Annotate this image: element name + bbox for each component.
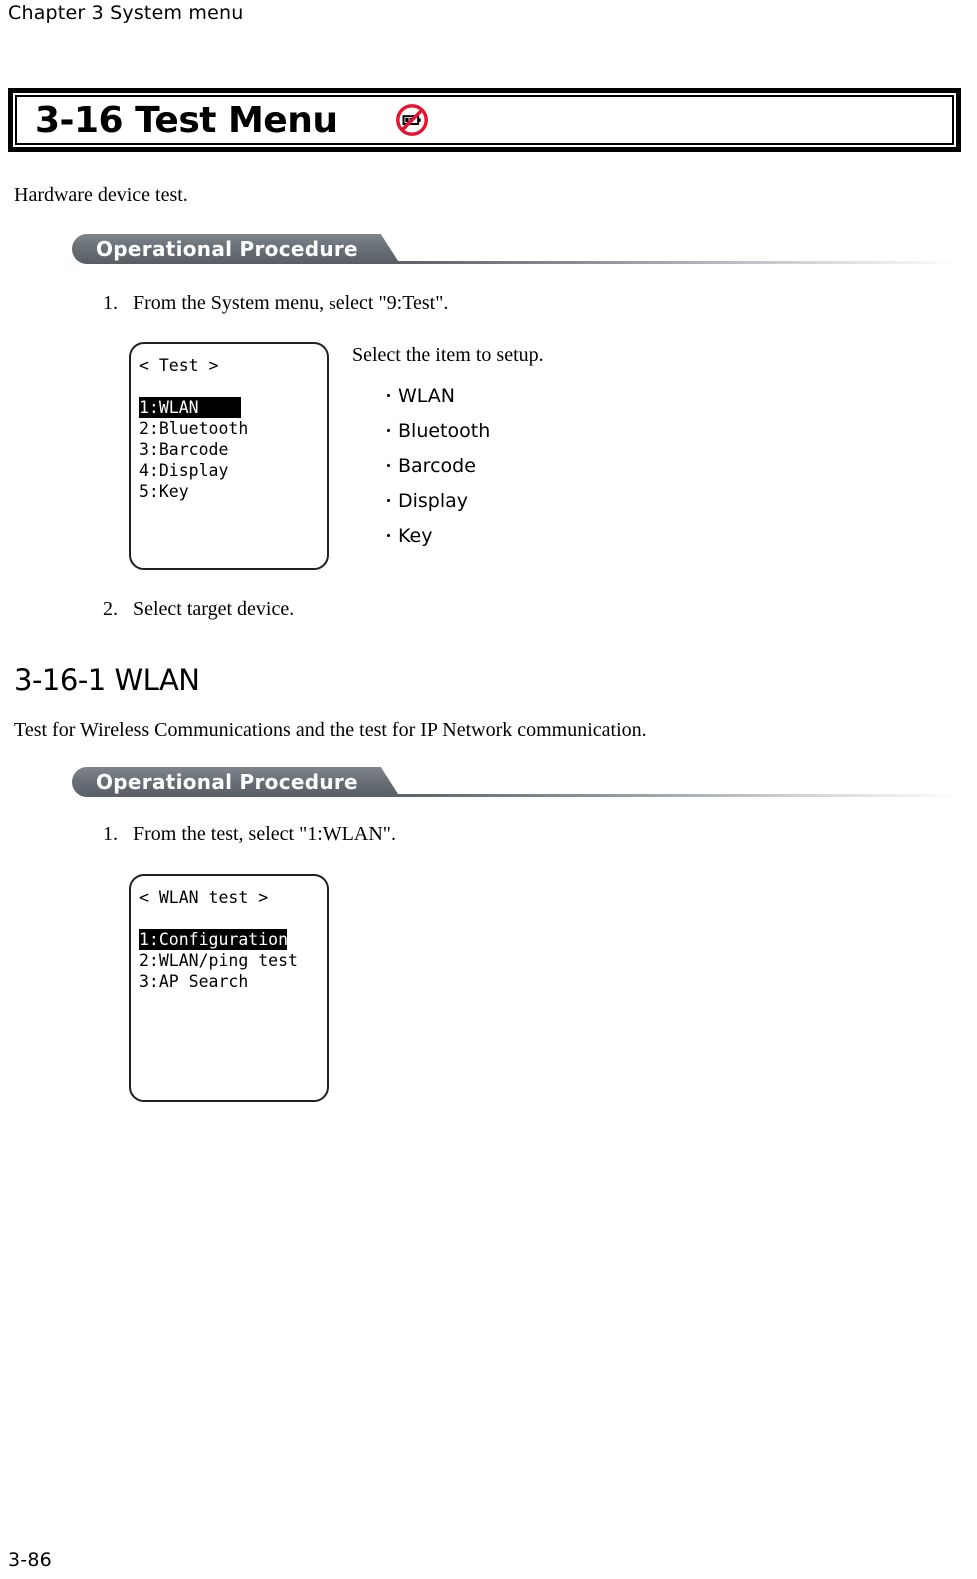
lcd-menu-item[interactable]: 3:Barcode (139, 440, 229, 459)
list-item (380, 484, 544, 519)
callout-lead-text: Select the item to setup. (352, 344, 544, 366)
no-battery-prohibition-icon (395, 103, 429, 137)
operational-procedure-banner (72, 767, 961, 801)
lcd-menu-item[interactable]: 2:Bluetooth (139, 419, 249, 438)
lcd-menu-item[interactable]: 1:WLAN (139, 397, 241, 418)
list-item-label: Bluetooth (398, 420, 491, 442)
lcd-title: < WLAN test > (139, 888, 269, 907)
list-item-label: Key (398, 525, 433, 547)
intro-paragraph: Hardware device test. (14, 184, 188, 206)
lcd-screen-wlan-test-menu (129, 874, 329, 1102)
list-item (380, 414, 544, 449)
list-item (380, 519, 544, 554)
list-item-label: Barcode (398, 455, 476, 477)
lcd-screen-test-menu (129, 342, 329, 570)
middle-dot-bullet-icon: ・ (380, 422, 397, 442)
middle-dot-bullet-icon: ・ (380, 387, 397, 407)
list-item-label: WLAN (398, 385, 456, 407)
lcd-menu-item[interactable]: 4:Display (139, 461, 229, 480)
step-text-small-s: s (329, 294, 336, 313)
callout-item-list (352, 379, 544, 554)
operational-procedure-label: Operational Procedure (72, 767, 384, 797)
middle-dot-bullet-icon: ・ (380, 492, 397, 512)
lcd-menu-item[interactable]: 5:Key (139, 482, 189, 501)
list-item (380, 379, 544, 414)
list-item (380, 449, 544, 484)
banner-rule (386, 261, 961, 264)
step-number: 1. (103, 292, 118, 314)
banner-rule (386, 794, 961, 797)
step-text: Select target device. (133, 598, 295, 620)
middle-dot-bullet-icon: ・ (380, 457, 397, 477)
chapter-title-box (8, 88, 961, 152)
page-title: 3-16 Test Menu (35, 99, 338, 141)
step-text-before: From the System menu, (133, 292, 330, 314)
lcd-menu-item[interactable]: 1:Configuration (139, 930, 289, 949)
step-item (103, 823, 396, 846)
running-header: Chapter 3 System menu (8, 2, 244, 24)
lcd-menu-list (139, 929, 298, 992)
page-number: 3-86 (8, 1549, 52, 1571)
step-item (103, 598, 294, 621)
operational-procedure-label: Operational Procedure (72, 234, 384, 264)
step-text-after: elect "9:Test". (335, 292, 449, 314)
step-number: 1. (103, 823, 118, 845)
step-item (103, 292, 448, 315)
section-description: Test for Wireless Communications and the test for IP Network communication. (14, 719, 647, 741)
step-text: From the test, select "1:WLAN". (133, 823, 396, 845)
section-heading-wlan: 3-16-1 WLAN (14, 663, 200, 697)
lcd-menu-item[interactable]: 2:WLAN/ping test (139, 951, 298, 970)
lcd-title: < Test > (139, 356, 219, 375)
middle-dot-bullet-icon: ・ (380, 527, 397, 547)
list-item-label: Display (398, 490, 469, 512)
operational-procedure-banner (72, 234, 961, 268)
lcd-menu-list (139, 397, 248, 502)
step-number: 2. (103, 598, 118, 620)
chapter-title-inner (15, 95, 954, 145)
setup-items-callout (352, 344, 544, 554)
lcd-menu-item[interactable]: 3:AP Search (139, 972, 249, 991)
